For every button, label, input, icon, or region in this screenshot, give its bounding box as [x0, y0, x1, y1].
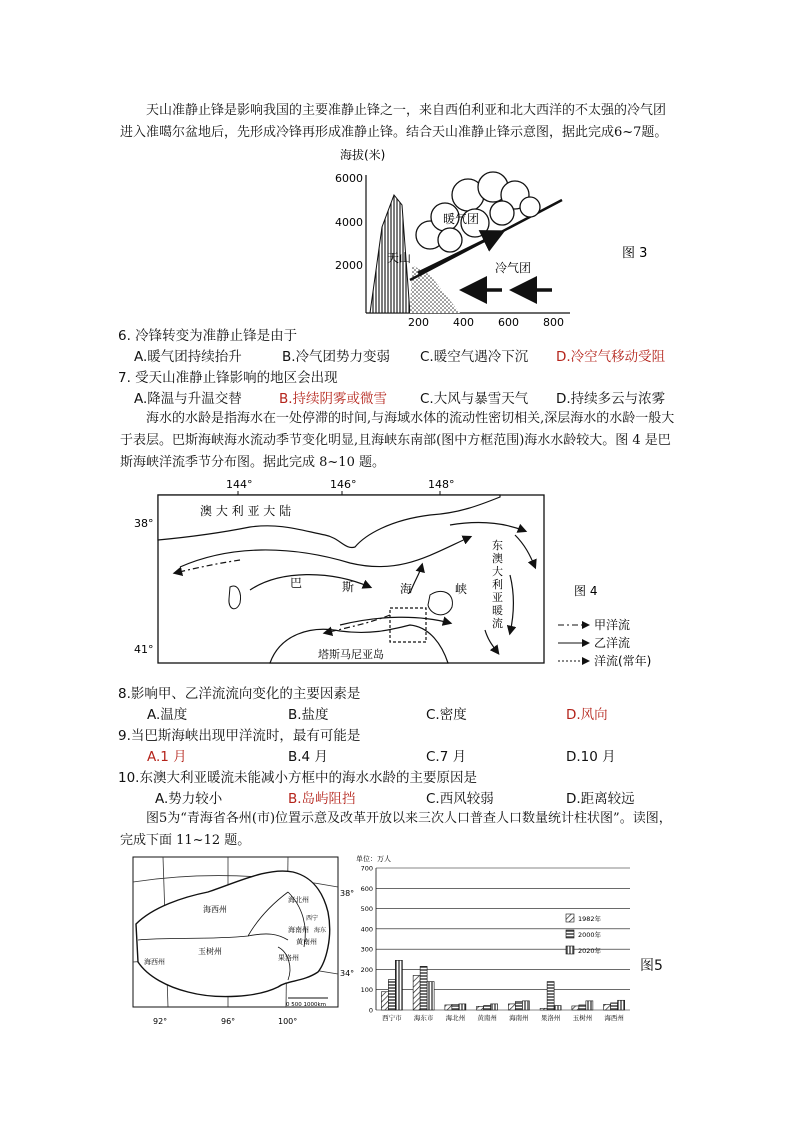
y-tick-label: 100 [360, 986, 373, 995]
mountain-label: 天山 [387, 251, 412, 265]
q7-option-d[interactable]: D.持续多云与浓雾 [556, 391, 666, 407]
east-australian-current-label [492, 539, 503, 630]
figure-5-population-chart [350, 852, 635, 1027]
region-label: 果洛州 [278, 954, 299, 962]
q8-option-d[interactable]: D.风向 [566, 707, 608, 723]
fig3-xtick: 200 [408, 316, 429, 329]
legend-jia: 甲洋流 [594, 618, 631, 632]
y-tick-label: 400 [360, 925, 373, 934]
strait-label: 峡 [455, 582, 468, 596]
bar-1982年 [445, 1005, 452, 1010]
question-9: 9.当巴斯海峡出现甲洋流时，最有可能是 [118, 728, 361, 744]
region-label: 西宁 [306, 915, 319, 922]
bar-2020年 [395, 960, 402, 1010]
region-label: 海南州 [288, 926, 309, 934]
q9-option-a[interactable]: A.1 月 [147, 749, 187, 765]
current-char: 澳 [492, 552, 503, 565]
bar-1982年 [604, 1004, 611, 1010]
lon-label: 144° [226, 478, 253, 491]
current-char: 亚 [492, 591, 503, 604]
legend-swatch-2020 [566, 946, 574, 954]
y-tick-label: 0 [368, 1006, 373, 1015]
passage-3: 图5为“青海省各州(市)位置示意及改革开放以来三次人口普查人口数量统计柱状图”。读图，完成下面 11~12 题。 [120, 811, 672, 848]
bar-2020年 [586, 1001, 593, 1010]
bar-2000年 [547, 982, 554, 1010]
category-label: 海东市 [413, 1014, 434, 1022]
q6-option-d[interactable]: D.冷空气移动受阻 [556, 349, 666, 365]
y-tick-label: 500 [360, 905, 373, 914]
fig3-xtick: 800 [543, 316, 564, 329]
q6-option-a[interactable]: A.暖气团持续抬升 [134, 349, 242, 365]
y-tick-label: 300 [360, 945, 373, 954]
lat-label: 34° [340, 969, 355, 978]
bar-1982年 [413, 976, 420, 1010]
q8-option-a[interactable]: A.温度 [147, 707, 188, 723]
lat-label: 38° [134, 517, 154, 530]
lon-label: 100° [278, 1017, 298, 1026]
bar-2020年 [491, 1004, 498, 1010]
strait-label: 巴 [290, 576, 303, 590]
legend-2020: 2020年 [578, 947, 602, 955]
current-char: 暖 [492, 604, 503, 617]
q9-option-b[interactable]: B.4 月 [288, 749, 328, 765]
category-label: 海西州 [604, 1014, 624, 1022]
current-char: 东 [492, 539, 503, 552]
category-label: 西宁市 [382, 1014, 402, 1022]
q9-option-c[interactable]: C.7 月 [426, 749, 467, 765]
current-char: 流 [492, 617, 503, 630]
q7-option-c[interactable]: C.大风与暴雪天气 [420, 391, 529, 407]
question-7: 7. 受天山准静止锋影响的地区会出现 [118, 370, 338, 386]
region-label: 海西州 [203, 905, 227, 914]
figure-3-front-diagram [330, 145, 670, 330]
bar-2020年 [554, 1006, 561, 1010]
lon-label: 96° [221, 1017, 236, 1026]
fig3-caption: 图 3 [622, 246, 648, 261]
category-label: 玉树州 [572, 1014, 593, 1022]
bar-2000年 [420, 966, 427, 1010]
bar-2000年 [452, 1004, 459, 1010]
category-label: 黄南州 [477, 1014, 497, 1022]
chart-ylabel: 单位：万人 [356, 855, 391, 863]
region-label: 海东 [314, 927, 327, 934]
question-10: 10.东澳大利亚暖流未能减小方框中的海水水龄的主要原因是 [118, 770, 477, 786]
region-label: 海西州 [144, 958, 165, 966]
cold-air-wedge [410, 265, 460, 313]
tasmania-label: 塔斯马尼亚岛 [318, 648, 384, 661]
figure-4-bass-strait-map [130, 475, 675, 675]
chart-legend [566, 914, 602, 955]
category-label: 海北州 [445, 1014, 466, 1022]
q8-option-c[interactable]: C.密度 [426, 707, 467, 723]
lat-label: 38° [340, 889, 355, 898]
scale-label: 0 500 1000km [286, 1002, 327, 1008]
fig3-xtick: 400 [453, 316, 474, 329]
bar-1982年 [540, 1008, 547, 1010]
flinders-island [428, 591, 452, 614]
lat-label: 41° [134, 643, 154, 656]
lon-label: 92° [153, 1017, 168, 1026]
question-8: 8.影响甲、乙洋流流向变化的主要因素是 [118, 686, 361, 702]
fig3-xtick: 600 [498, 316, 519, 329]
mainland-label: 澳 大 利 亚 大 陆 [200, 504, 292, 518]
category-label: 海南州 [509, 1014, 529, 1022]
bar-2000年 [388, 980, 395, 1010]
fig3-ytick: 6000 [335, 172, 363, 185]
bar-2020年 [522, 1001, 529, 1010]
q10-option-a[interactable]: A.势力较小 [155, 791, 223, 807]
fig3-ytick: 4000 [335, 216, 363, 229]
cold-air-label: 冷气团 [495, 261, 532, 275]
legend-yi: 乙洋流 [594, 636, 631, 650]
q7-option-b[interactable]: B.持续阴雾或微雪 [279, 391, 388, 407]
warm-air-label: 暖气团 [443, 212, 480, 226]
q6-option-c[interactable]: C.暖空气遇冷下沉 [420, 349, 529, 365]
passage-1: 天山准静止锋是影响我国的主要准静止锋之一，来自西伯利亚和北大西洋的不太强的冷气团进入准噶尔盆地后，先形成冷锋再形成准静止锋。结合天山准静止锋示意图，据此完成6~7题。 [120, 103, 668, 140]
current-char: 利 [492, 578, 503, 591]
bar-2000年 [579, 1005, 586, 1010]
bar-1982年 [381, 992, 388, 1010]
bar-2000年 [515, 1001, 522, 1010]
y-tick-label: 200 [360, 965, 373, 974]
bar-1982年 [572, 1006, 579, 1010]
y-tick-label: 700 [360, 864, 373, 873]
lon-label: 146° [330, 478, 357, 491]
fig5-caption: 图5 [640, 958, 663, 974]
strait-label: 斯 [342, 580, 355, 594]
legend-1982: 1982年 [578, 915, 602, 923]
bar-2020年 [618, 1000, 625, 1010]
region-label: 海北州 [288, 896, 309, 904]
bar-2020年 [459, 1004, 466, 1010]
category-label: 果洛州 [540, 1014, 561, 1022]
q9-option-d[interactable]: D.10 月 [566, 749, 616, 765]
figure-5-qinghai-map [128, 852, 363, 1032]
bar-2000年 [611, 1003, 618, 1010]
current-char: 大 [492, 565, 503, 578]
fig4-caption: 图 4 [574, 584, 598, 598]
lon-label: 148° [428, 478, 455, 491]
bar-2000年 [484, 1006, 491, 1010]
q8-option-b[interactable]: B.盐度 [288, 707, 329, 723]
bar-1982年 [477, 1006, 484, 1010]
legend-swatch-1982 [566, 914, 574, 922]
q10-option-d[interactable]: D.距离较远 [566, 791, 635, 807]
bar-1982年 [508, 1004, 515, 1010]
q7-option-a[interactable]: A.降温与升温交替 [134, 391, 242, 407]
king-island [229, 586, 241, 609]
strait-label: 海 [400, 582, 413, 596]
q10-option-b[interactable]: B.岛屿阻挡 [288, 791, 356, 807]
fig3-ytick: 2000 [335, 259, 363, 272]
legend-2000: 2000年 [578, 931, 602, 939]
y-tick-label: 600 [360, 884, 373, 893]
q10-option-c[interactable]: C.西风较弱 [426, 791, 494, 807]
bar-2020年 [427, 982, 434, 1010]
legend-perennial: 洋流(常年) [594, 654, 652, 668]
passage-2: 海水的水龄是指海水在一处停滞的时间,与海域水体的流动性密切相关,深层海水的水龄一般大于表层。巴斯海峡海水流动季节变化明显,且海峡东南部(图中方框范围)海水水龄较大。图 4 是巴斯海峡洋流季节分布图。据此完成 8~10 题。 [120, 411, 675, 470]
q6-option-b[interactable]: B.冷气团势力变弱 [282, 349, 391, 365]
region-label: 玉树州 [198, 947, 222, 956]
legend-swatch-2000 [566, 930, 574, 938]
fig3-ylabel: 海拔(米) [340, 148, 386, 162]
region-label: 黄南州 [296, 938, 317, 946]
question-6: 6. 冷锋转变为准静止锋是由于 [118, 328, 298, 344]
